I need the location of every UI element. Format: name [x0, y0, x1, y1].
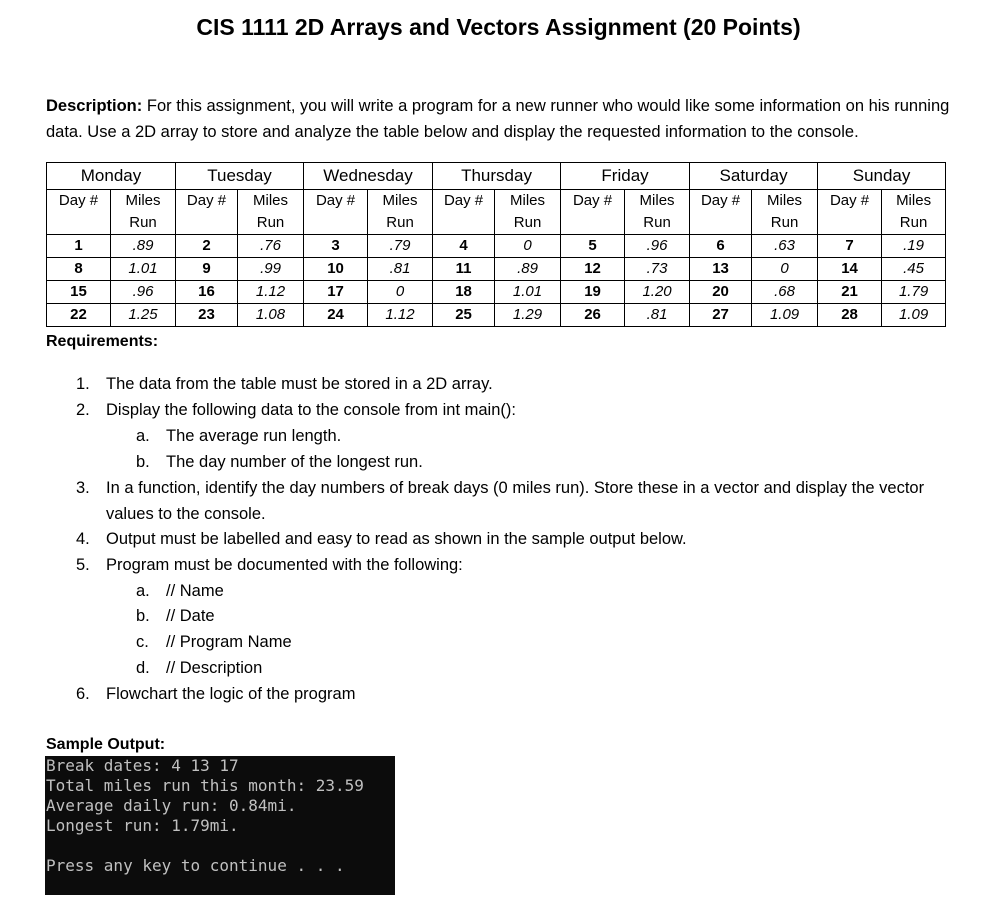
day-number-cell: 6	[690, 235, 752, 258]
description-label: Description:	[46, 97, 143, 115]
miles-run-header	[495, 190, 561, 235]
miles-run-cell: 0	[495, 235, 561, 258]
day-number-cell: 25	[433, 304, 495, 327]
miles-header-line-1: Miles	[510, 192, 546, 209]
miles-run-cell: .99	[238, 258, 304, 281]
day-number-cell: 19	[561, 281, 625, 304]
miles-run-cell: .19	[882, 235, 946, 258]
requirement-text: values to the console.	[106, 505, 266, 523]
running-data-table	[46, 162, 946, 327]
day-number-cell: 24	[304, 304, 368, 327]
requirements-heading: Requirements:	[46, 333, 159, 350]
miles-run-cell: .79	[368, 235, 433, 258]
miles-header-line-1: Miles	[382, 192, 418, 209]
requirement-text: Flowchart the logic of the program	[106, 685, 356, 703]
requirement-number: 2.	[76, 401, 90, 419]
miles-run-cell: .89	[111, 235, 176, 258]
miles-run-cell: 1.01	[111, 258, 176, 281]
miles-run-cell: .89	[495, 258, 561, 281]
table-row	[47, 281, 946, 304]
miles-run-cell: 1.09	[752, 304, 818, 327]
description-text: For this assignment, you will write a program for a new runner who would like some information on his running data. Use a 2D array to store and analyze the table below and display the requested information to the console.	[46, 97, 950, 141]
requirement-number: b.	[136, 453, 150, 471]
console-line: Average daily run: 0.84mi.	[46, 796, 297, 815]
day-number-cell: 14	[818, 258, 882, 281]
miles-run-cell: .68	[752, 281, 818, 304]
day-number-cell: 28	[818, 304, 882, 327]
miles-run-cell: 1.79	[882, 281, 946, 304]
miles-header-line-2: Run	[513, 214, 542, 231]
day-number-cell: 3	[304, 235, 368, 258]
requirement-text: Output must be labelled and easy to read as shown in the sample output below.	[106, 530, 687, 548]
day-number-cell: 9	[176, 258, 238, 281]
console-line: Break dates: 4 13 17	[46, 756, 239, 775]
requirement-number: a.	[136, 427, 150, 445]
console-window	[45, 756, 395, 895]
day-number-cell: 17	[304, 281, 368, 304]
day-number-cell: 4	[433, 235, 495, 258]
day-number-header: Day #	[433, 190, 495, 235]
miles-run-cell: .96	[625, 235, 690, 258]
miles-run-header	[238, 190, 304, 235]
miles-run-cell: 0	[752, 258, 818, 281]
miles-run-cell: .63	[752, 235, 818, 258]
requirement-number: 1.	[76, 375, 90, 393]
day-header: Friday	[561, 163, 690, 190]
miles-header-line-1: Miles	[125, 192, 161, 209]
miles-run-cell: 1.12	[238, 281, 304, 304]
miles-run-header	[882, 190, 946, 235]
console-line: Longest run: 1.79mi.	[46, 816, 239, 835]
day-number-cell: 10	[304, 258, 368, 281]
day-number-header: Day #	[818, 190, 882, 235]
day-header: Sunday	[818, 163, 946, 190]
day-header: Monday	[47, 163, 176, 190]
day-number-cell: 22	[47, 304, 111, 327]
day-number-cell: 16	[176, 281, 238, 304]
miles-run-cell: .73	[625, 258, 690, 281]
table-day-header-row	[47, 163, 946, 190]
miles-header-line-2: Run	[256, 214, 285, 231]
miles-run-cell: .76	[238, 235, 304, 258]
miles-run-cell: .81	[368, 258, 433, 281]
day-number-cell: 20	[690, 281, 752, 304]
requirement-text: In a function, identify the day numbers of break days (0 miles run). Store these in a vector and display the vector	[106, 479, 925, 497]
miles-run-cell: 0	[368, 281, 433, 304]
miles-run-cell: 1.25	[111, 304, 176, 327]
requirement-number: d.	[136, 659, 150, 677]
requirement-number: 4.	[76, 530, 90, 548]
day-number-cell: 26	[561, 304, 625, 327]
day-number-cell: 8	[47, 258, 111, 281]
requirement-text: Program must be documented with the following:	[106, 556, 463, 574]
requirement-number: 3.	[76, 479, 90, 497]
day-number-header: Day #	[176, 190, 238, 235]
day-number-cell: 1	[47, 235, 111, 258]
console-line: Total miles run this month: 23.59	[46, 776, 364, 795]
day-number-cell: 13	[690, 258, 752, 281]
miles-run-header	[752, 190, 818, 235]
miles-run-cell: .45	[882, 258, 946, 281]
day-number-cell: 11	[433, 258, 495, 281]
requirement-text: // Description	[166, 659, 263, 677]
description-paragraph	[46, 93, 956, 145]
miles-run-cell: 1.20	[625, 281, 690, 304]
requirement-text: The data from the table must be stored in a 2D array.	[106, 375, 493, 393]
table-row	[47, 258, 946, 281]
miles-header-line-2: Run	[899, 214, 928, 231]
miles-header-line-2: Run	[386, 214, 414, 231]
table-row	[47, 235, 946, 258]
day-number-cell: 27	[690, 304, 752, 327]
requirement-text: // Date	[166, 607, 215, 625]
miles-header-line-2: Run	[129, 214, 157, 231]
requirement-number: c.	[136, 633, 149, 651]
requirement-text: The day number of the longest run.	[166, 453, 423, 471]
day-number-header: Day #	[561, 190, 625, 235]
miles-run-cell: 1.29	[495, 304, 561, 327]
miles-run-header	[368, 190, 433, 235]
miles-header-line-2: Run	[770, 214, 799, 231]
miles-header-line-1: Miles	[767, 192, 803, 209]
console-line: Press any key to continue . . .	[46, 856, 345, 875]
day-number-cell: 2	[176, 235, 238, 258]
miles-header-line-1: Miles	[896, 192, 932, 209]
requirement-number: 6.	[76, 685, 90, 703]
day-number-cell: 15	[47, 281, 111, 304]
day-number-cell: 21	[818, 281, 882, 304]
requirement-number: 5.	[76, 556, 90, 574]
miles-run-cell: 1.08	[238, 304, 304, 327]
requirement-text: // Program Name	[166, 633, 292, 651]
requirement-text: The average run length.	[166, 427, 342, 445]
sample-output-heading: Sample Output:	[46, 736, 166, 753]
day-header: Thursday	[433, 163, 561, 190]
miles-header-line-1: Miles	[639, 192, 675, 209]
day-number-header: Day #	[304, 190, 368, 235]
requirement-number: a.	[136, 582, 150, 600]
table-sub-header-row	[47, 190, 946, 235]
day-number-cell: 7	[818, 235, 882, 258]
table-row	[47, 304, 946, 327]
day-header: Tuesday	[176, 163, 304, 190]
miles-header-line-1: Miles	[253, 192, 289, 209]
requirement-number: b.	[136, 607, 150, 625]
miles-run-cell: 1.01	[495, 281, 561, 304]
requirement-text: // Name	[166, 582, 224, 600]
miles-run-cell: .96	[111, 281, 176, 304]
miles-run-cell: 1.09	[882, 304, 946, 327]
day-number-header: Day #	[690, 190, 752, 235]
day-header: Wednesday	[304, 163, 433, 190]
day-header: Saturday	[690, 163, 818, 190]
document-title: CIS 1111 2D Arrays and Vectors Assignment (20 Points)	[196, 14, 801, 40]
miles-run-cell: 1.12	[368, 304, 433, 327]
day-number-cell: 18	[433, 281, 495, 304]
day-number-cell: 12	[561, 258, 625, 281]
miles-run-cell: .81	[625, 304, 690, 327]
miles-header-line-2: Run	[643, 214, 671, 231]
miles-run-header	[625, 190, 690, 235]
day-number-cell: 5	[561, 235, 625, 258]
day-number-header: Day #	[47, 190, 111, 235]
day-number-cell: 23	[176, 304, 238, 327]
requirement-text: Display the following data to the console from int main():	[106, 401, 516, 419]
miles-run-header	[111, 190, 176, 235]
